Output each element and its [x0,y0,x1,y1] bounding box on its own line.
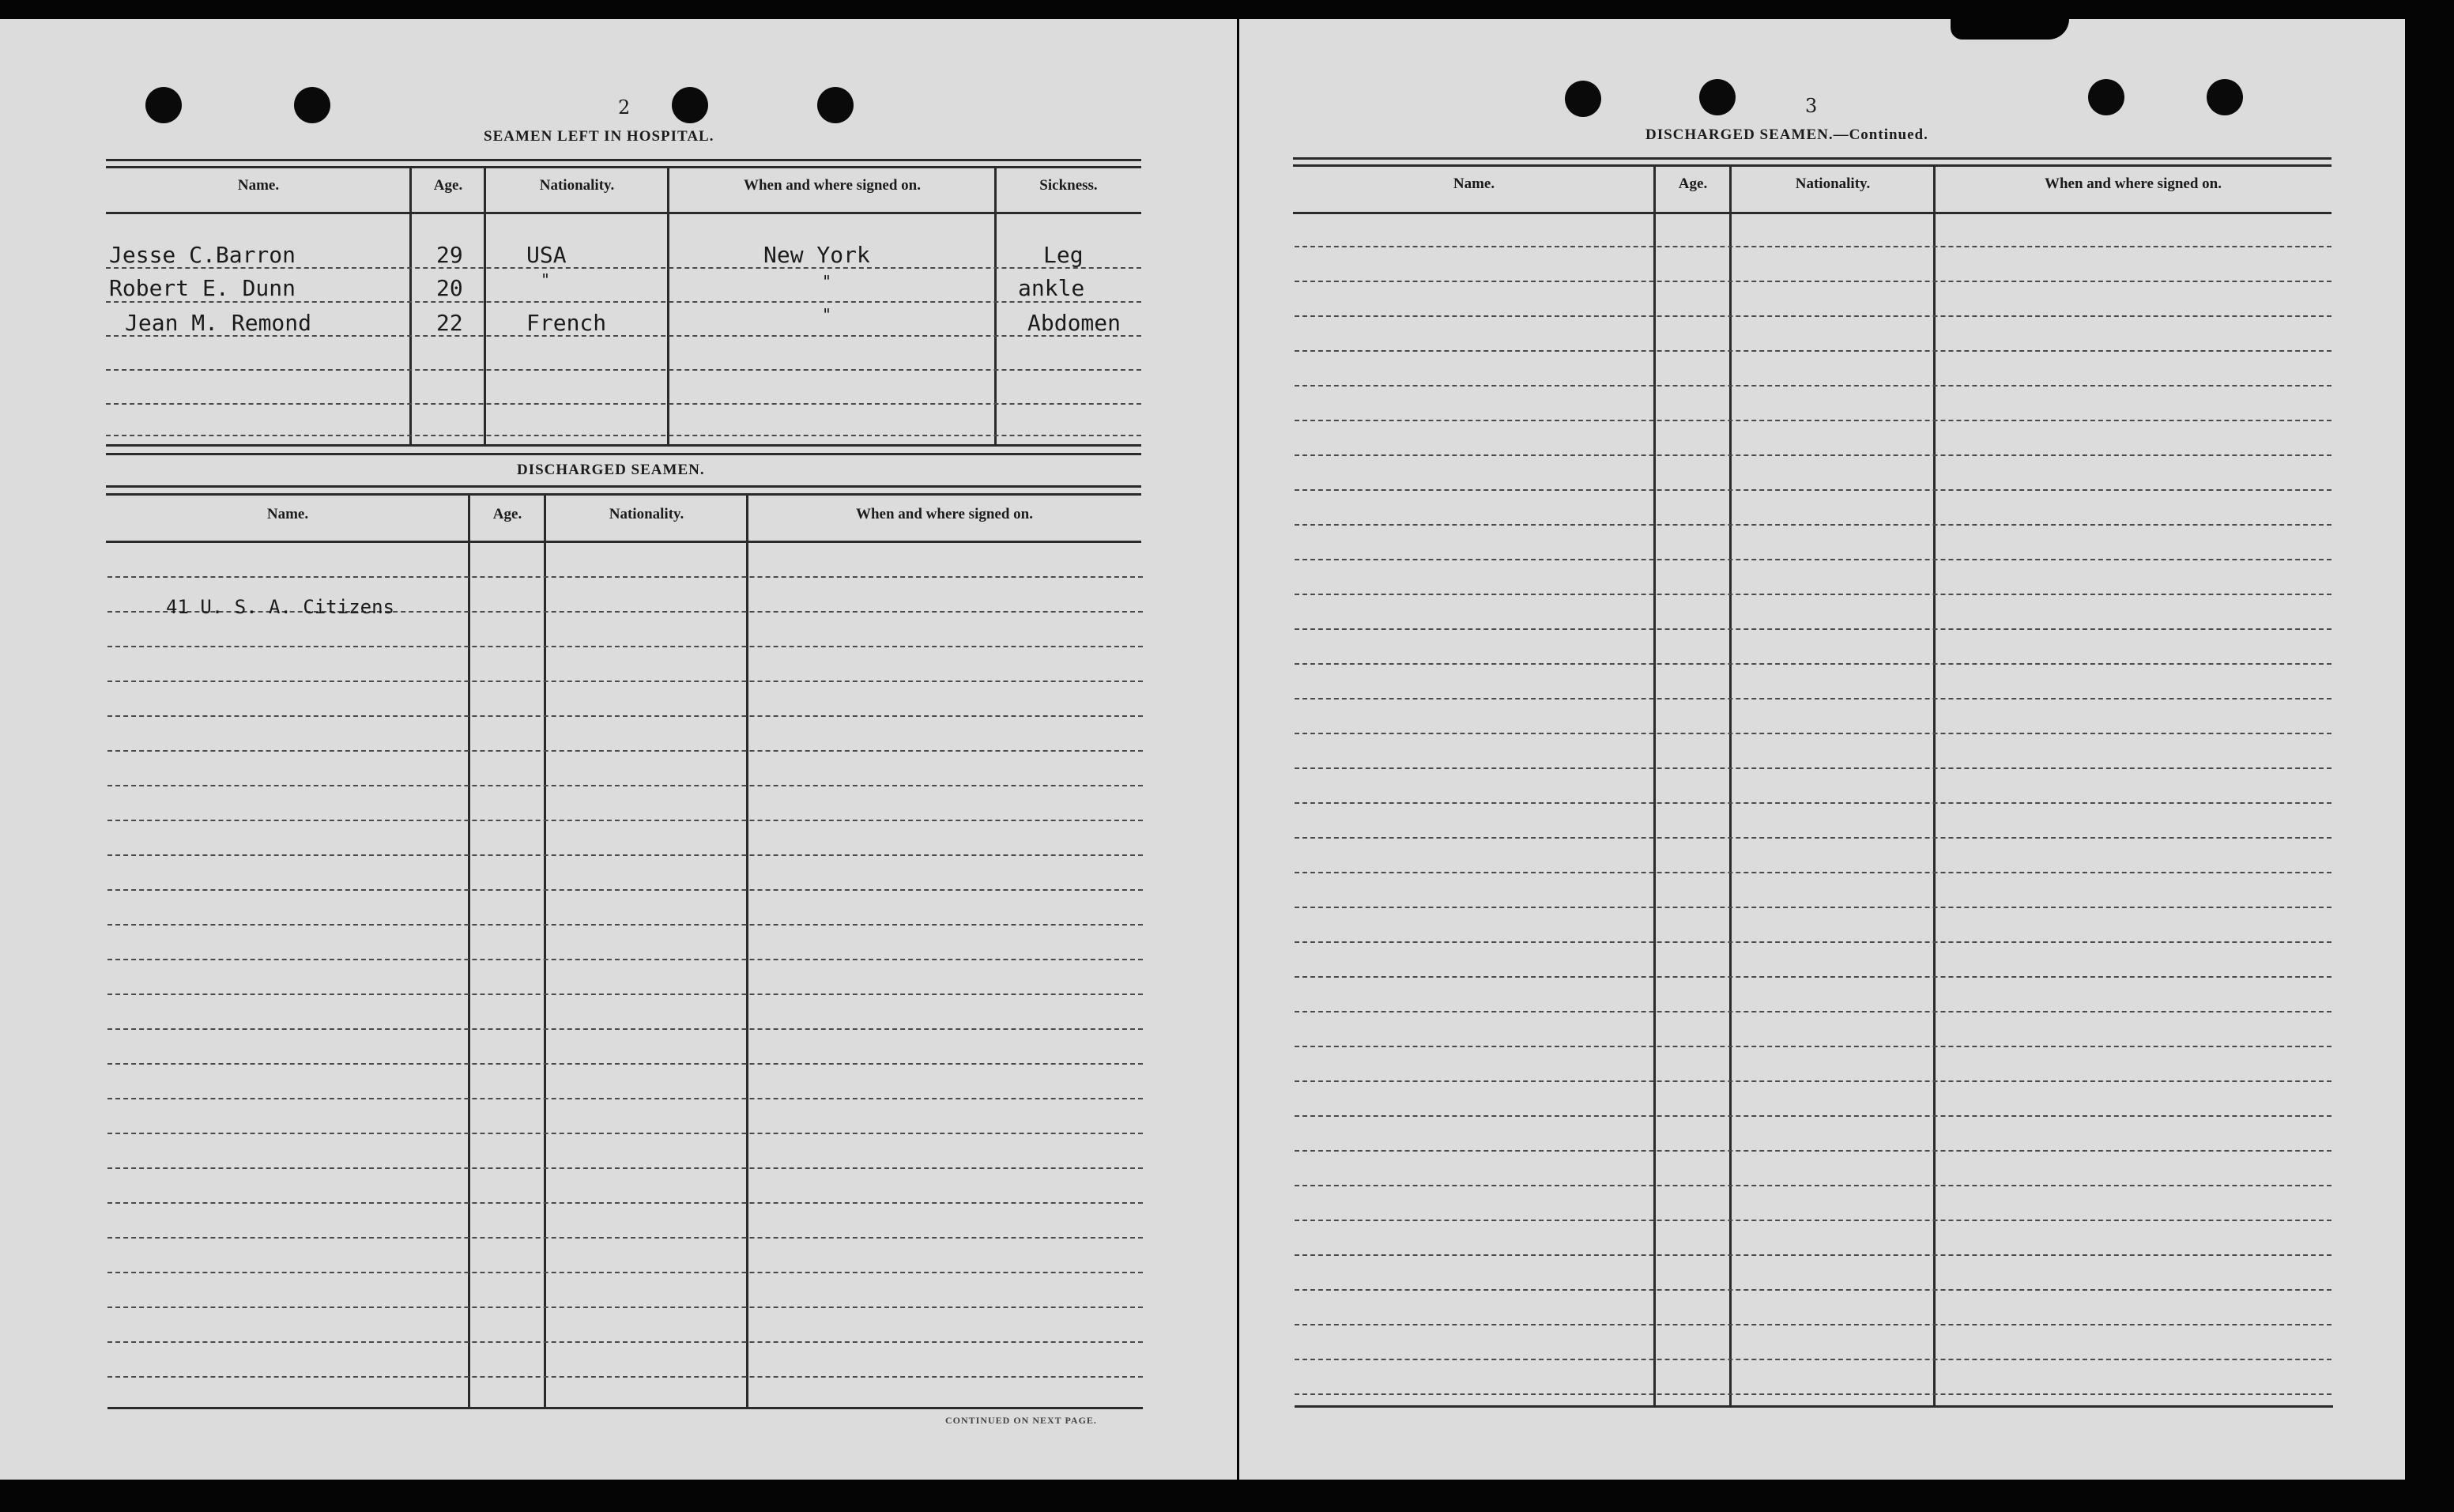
column-divider [468,493,470,1407]
hospital-row-3-signed-on: " [822,305,832,324]
punch-hole [1565,81,1601,117]
ruled-line [1295,385,2331,386]
table-rule [106,444,1141,447]
column-header-signed-on: When and where signed on. [743,177,921,194]
hospital-row-1-age: 29 [436,242,463,268]
hospital-row-2-name: Robert E. Dunn [109,275,296,301]
column-header-nationality: Nationality. [1795,175,1871,192]
ruled-line [1295,1115,2331,1117]
ruled-line [107,1376,1143,1378]
table-rule [106,485,1141,488]
ruled-line [106,435,1141,436]
ruled-line [1295,1393,2331,1395]
table-rule [106,212,1141,214]
ruled-line [107,681,1143,682]
hospital-row-1-nationality: USA [526,242,567,268]
ruled-line [1295,1150,2331,1152]
torn-edge [1951,19,2069,40]
column-divider [746,493,748,1407]
ruled-line [1295,1359,2331,1360]
punch-hole [2088,79,2124,115]
ruled-line [107,924,1143,926]
hospital-row-1-signed-on: New York [763,242,870,268]
hospital-row-3-age: 22 [436,310,463,336]
ruled-line [1295,698,2331,699]
table-rule [1293,164,2331,167]
table-rule [1293,212,2331,214]
table-rule [106,159,1141,161]
ruled-line [107,1028,1143,1030]
punch-hole [145,87,182,123]
ruled-line [107,1167,1143,1169]
discharged-section-title: DISCHARGED SEAMEN. [517,462,705,478]
punch-hole [294,87,330,123]
table-rule [106,541,1141,543]
ruled-line [107,715,1143,717]
ruled-line [107,576,1143,578]
left-page [0,19,1237,1480]
ruled-line [1295,1185,2331,1186]
ruled-line [107,1237,1143,1239]
ruled-line [107,854,1143,856]
ruled-line [107,820,1143,821]
ruled-line [1295,767,2331,769]
ruled-line [107,1063,1143,1065]
ruled-line [1295,524,2331,526]
ruled-line [1295,663,2331,665]
ruled-line [106,369,1141,371]
column-header-nationality: Nationality. [609,506,684,522]
column-header-name: Name. [237,177,280,194]
ruled-line [1295,281,2331,282]
ruled-line [1295,1046,2331,1047]
table-rule [106,493,1141,496]
column-header-age: Age. [492,506,522,522]
hospital-row-1-name: Jesse C.Barron [109,242,296,268]
punch-hole [2207,79,2243,115]
ruled-line [1295,907,2331,908]
page-number: 3 [1805,95,1818,117]
punch-hole [1699,79,1736,115]
ruled-line [1295,594,2331,595]
ruled-line [1295,941,2331,943]
ruled-line [1295,489,2331,491]
ruled-line [1295,350,2331,352]
ruled-line [1295,802,2331,804]
ruled-line [107,1307,1143,1308]
ruled-line [107,889,1143,891]
table-rule [106,166,1141,168]
column-header-age: Age. [1678,175,1708,192]
hospital-section-title: SEAMEN LEFT IN HOSPITAL. [484,128,714,145]
ruled-line [1295,837,2331,839]
right-page [1239,19,2405,1480]
ruled-line [1295,1324,2331,1325]
ruled-line [1295,420,2331,421]
ruled-line [107,646,1143,647]
hospital-row-2-sickness: ankle [1018,275,1085,301]
ruled-line [107,994,1143,995]
hospital-row-3-sickness: Abdomen [1027,310,1121,336]
ruled-line [1295,1254,2331,1256]
ruled-line [1295,246,2331,247]
table-rule [107,1407,1143,1409]
column-header-signed-on: When and where signed on. [2044,175,2222,192]
ruled-line [1295,315,2331,317]
hospital-row-2-nationality: " [541,270,551,289]
hospital-row-2-age: 20 [436,275,463,301]
table-rule [106,453,1141,455]
table-rule [1295,1405,2333,1408]
table-rule [1293,157,2331,160]
column-header-nationality: Nationality. [539,177,615,194]
ruled-line [1295,1220,2331,1221]
discharged-entry: 41 U. S. A. Citizens [166,596,394,618]
hospital-row-3-name: Jean M. Remond [125,310,312,336]
ruled-line [1295,733,2331,734]
column-header-name: Name. [266,506,309,522]
column-header-signed-on: When and where signed on. [855,506,1033,522]
hospital-row-2-signed-on: " [822,272,832,291]
ruled-line [107,1341,1143,1343]
ruled-line [1295,1289,2331,1291]
ruled-line [107,1098,1143,1099]
punch-hole [672,87,708,123]
column-divider [544,493,546,1407]
ruled-line [1295,628,2331,630]
continued-note: CONTINUED ON NEXT PAGE. [945,1415,1097,1426]
ruled-line [106,403,1141,405]
column-header-name: Name. [1453,175,1495,192]
ruled-line [1295,976,2331,978]
ruled-line [107,785,1143,786]
ruled-line [107,1202,1143,1204]
hospital-row-1-sickness: Leg [1043,242,1084,268]
page-number: 2 [618,96,631,119]
column-header-sickness: Sickness. [1039,177,1098,194]
discharged-continued-title: DISCHARGED SEAMEN.—Continued. [1645,126,1928,143]
ruled-line [106,301,1141,303]
column-header-age: Age. [433,177,463,194]
hospital-row-3-nationality: French [526,310,607,336]
ruled-line [1295,1011,2331,1012]
ruled-line [107,1133,1143,1134]
ruled-line [107,959,1143,960]
ruled-line [107,750,1143,752]
ruled-line [1295,872,2331,873]
ruled-line [107,1272,1143,1273]
punch-hole [817,87,854,123]
ruled-line [1295,454,2331,456]
ruled-line [1295,559,2331,560]
ruled-line [1295,1080,2331,1082]
